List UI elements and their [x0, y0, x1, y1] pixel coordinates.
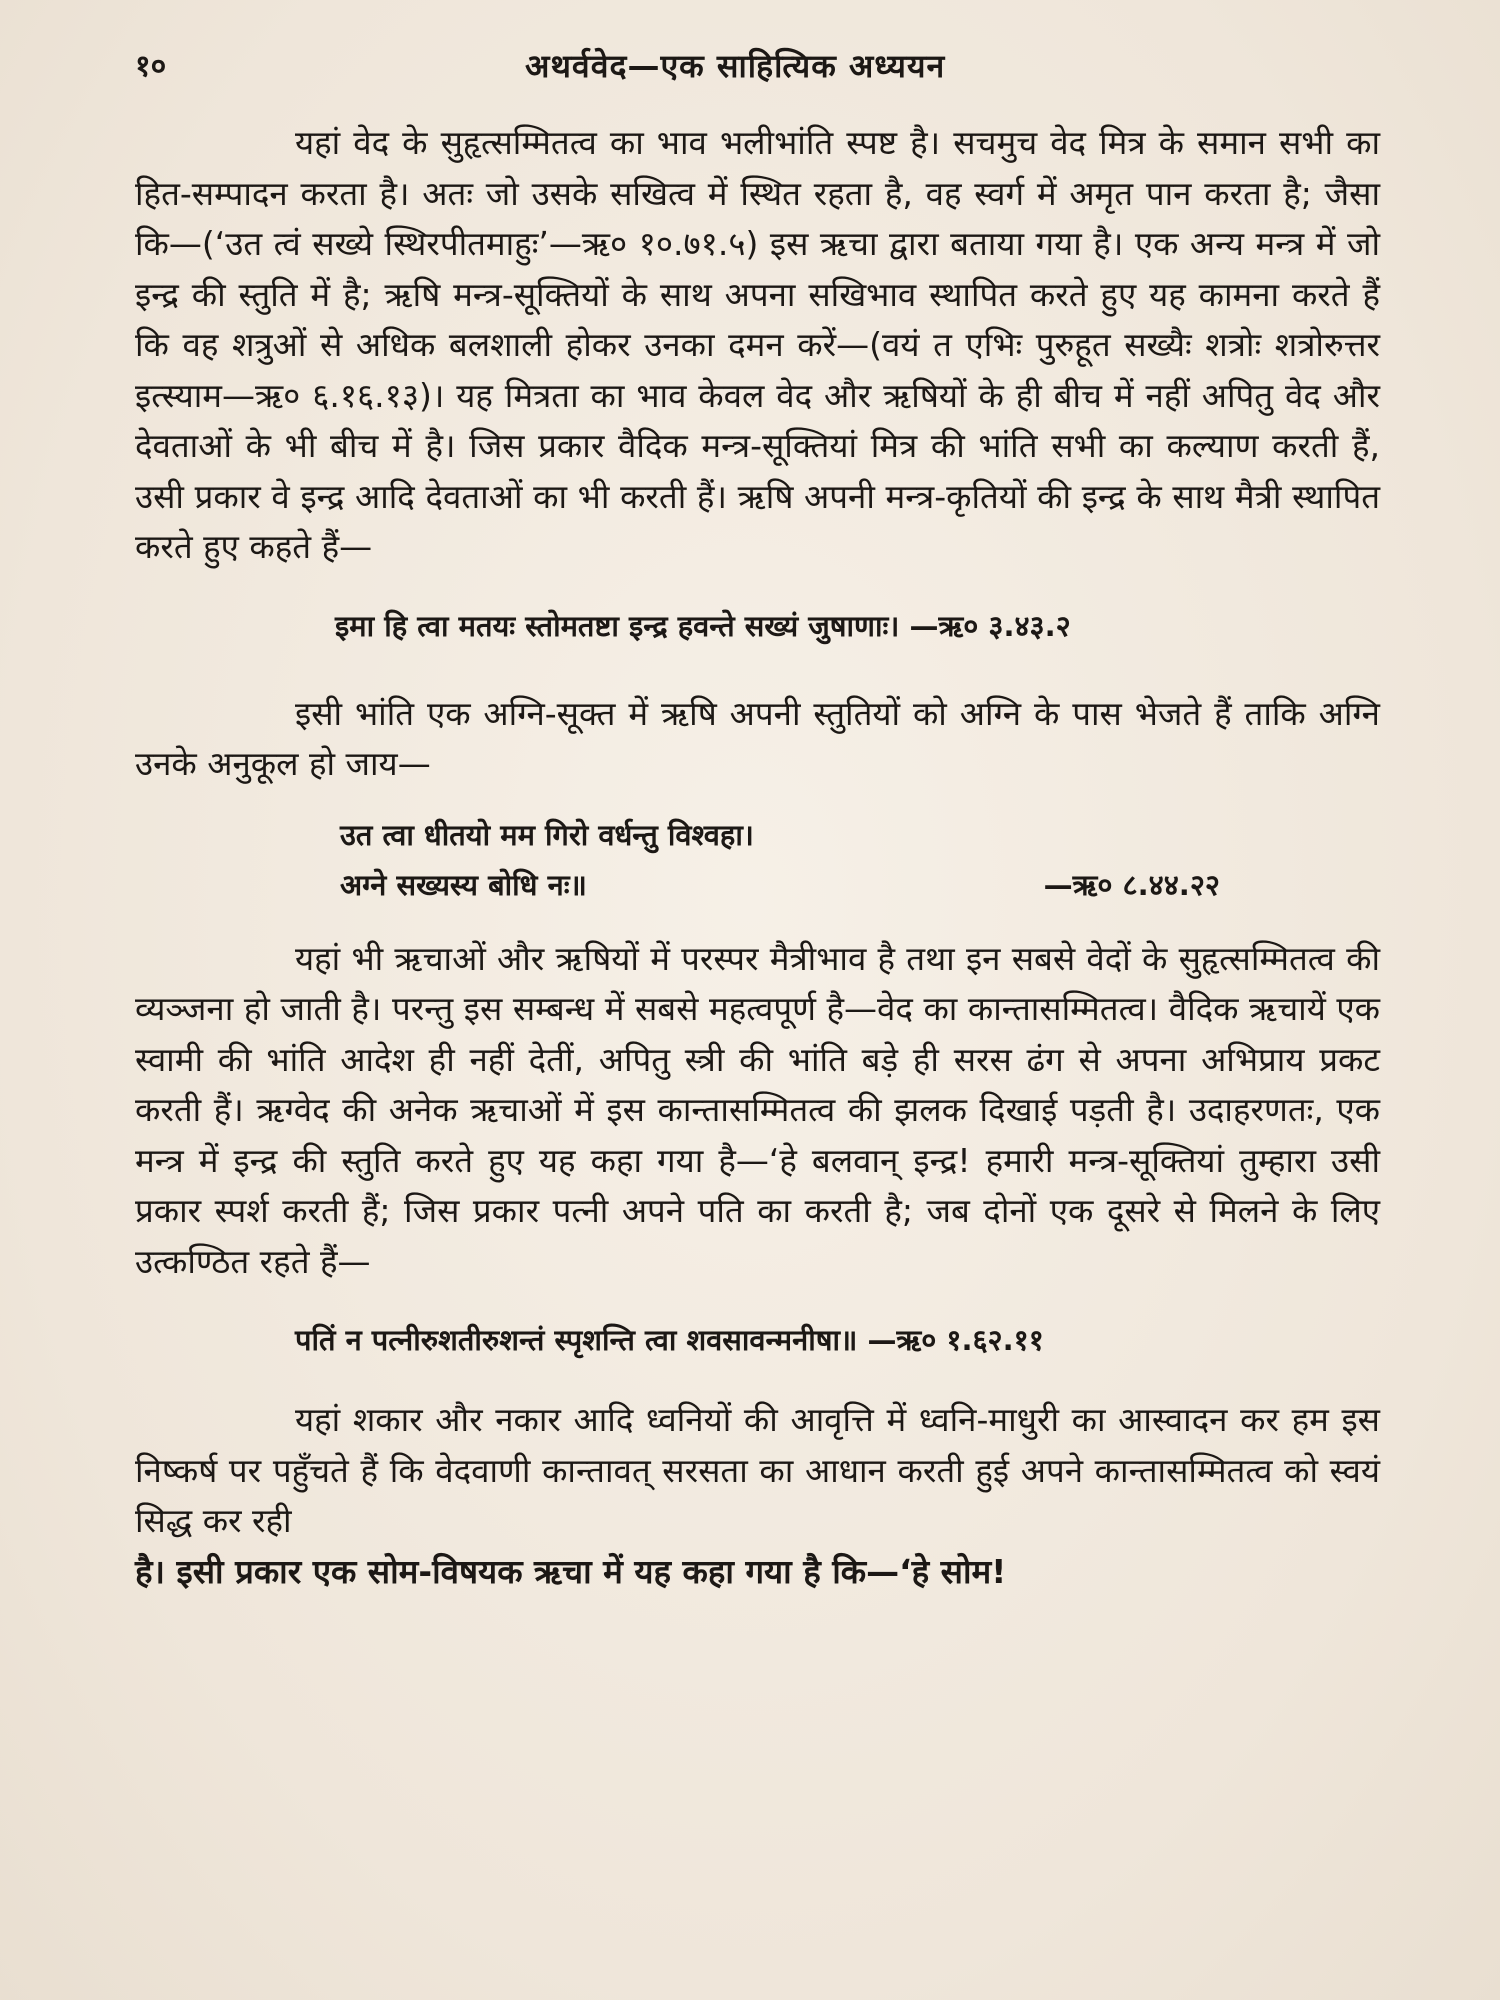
quote-rigveda-3-43-2: इमा हि त्वा मतयः स्तोमतष्टा इन्द्र हवन्ते सख्यं जुषाणाः। —ऋ० ३.४३.२ — [335, 608, 1071, 643]
quote-rigveda-8-44-22-line1: उत त्वा धीतयो मम गिरो वर्धन्तु विश्वहा। — [340, 817, 754, 852]
quote-reference: —ऋ० ८.४४.२२ — [1043, 867, 1220, 902]
paragraph-1: यहां वेद के सुहृत्सम्मितत्व का भाव भलीभांति स्पष्ट है। सचमुच वेद मित्र के समान सभी का हित-सम्पादन करता है। अतः जो उसके सखित्व में स्थित रहता है, वह स्वर्ग में अमृत पान करता है; जैसा कि—(‘उत त्वं सख्ये स्थिरपीतमाहुः’—ऋ० १०.७१.५) इस ऋचा द्वारा बताया गया है। एक अन्य मन्त्र में जो इन्द्र की स्तुति में है; ऋषि मन्त्र-सूक्तियों के साथ अपना सखिभाव स्थापित करते हुए यह कामना करते हैं कि वह शत्रुओं से अधिक बलशाली होकर उनका दमन करें—(वयं त एभिः पुरुहूत सख्यैः शत्रोः शत्रोरुत्तर इत्स्याम—ऋ० ६.१६.१३)। यह मित्रता का भाव केवल वेद और ऋषियों के ही बीच में नहीं अपितु वेद और देवताओं के भी बीच में है। जिस प्रकार वैदिक मन्त्र-सूक्तियां मित्र की भांति सभी का कल्याण करती हैं, उसी प्रकार वे इन्द्र आदि देवताओं का भी करती हैं। ऋषि अपनी मन्त्र-कृतियों की इन्द्र के साथ मैत्री स्थापित करते हुए कहते हैं— — [135, 123, 1380, 566]
paragraph-2: इसी भांति एक अग्नि-सूक्त में ऋषि अपनी स्तुतियों को अग्नि के पास भेजते हैं ताकि अग्नि उनके अनुकूल हो जाय— — [135, 693, 1380, 783]
quote-rigveda-1-62-11: पतिं न पत्नीरुशतीरुशन्तं स्पृशन्ति त्वा शवसावन्मनीषा॥ —ऋ० १.६२.११ — [295, 1323, 1044, 1357]
paragraph-3: यहां भी ऋचाओं और ऋषियों में परस्पर मैत्रीभाव है तथा इन सबसे वेदों के सुहृत्सम्मितत्व की व्यञ्जना हो जाती है। परन्तु इस सम्बन्ध में सबसे महत्वपूर्ण है—वेद का कान्तासम्मितत्व। वैदिक ऋचायें एक स्वामी की भांति आदेश ही नहीं देतीं, अपितु स्त्री की भांति बड़े ही सरस ढंग से अपना अभिप्राय प्रकट करती हैं। ऋग्वेद की अनेक ऋचाओं में इस कान्तासम्मितत्व की झलक दिखाई पड़ती है। उदाहरणतः, एक मन्त्र में इन्द्र की स्तुति करते हुए यह कहा गया है—‘हे बलवान् इन्द्र! हमारी मन्त्र-सूक्तियां तुम्हारा उसी प्रकार स्पर्श करती हैं; जिस प्रकार पत्नी अपने पति का करती है; जब दोनों एक दूसरे से मिलने के लिए उत्कण्ठित रहते हैं— — [135, 938, 1380, 1281]
page-number: १० — [135, 49, 167, 84]
running-title: अथर्ववेद—एक साहित्यिक अध्ययन — [525, 47, 946, 85]
paragraph-4: यहां शकार और नकार आदि ध्वनियों की आवृत्ति में ध्वनि-माधुरी का आस्वादन कर हम इस निष्कर्ष पर पहुँचते हैं कि वेदवाणी कान्तावत् सरसता का आधान करती हुई अपने कान्तासम्मितत्व को स्वयं सिद्ध कर रही — [135, 1400, 1380, 1540]
quote-verse-text: अग्ने सख्यस्य बोधि नः॥ — [340, 867, 587, 902]
page-body — [135, 118, 1380, 1597]
page-header — [135, 44, 1375, 94]
paragraph-4-continued: है। इसी प्रकार एक सोम-विषयक ऋचा में यह कहा गया है कि—‘हे सोम! — [135, 1551, 1007, 1591]
quote-rigveda-8-44-22-line2 — [135, 860, 1380, 910]
